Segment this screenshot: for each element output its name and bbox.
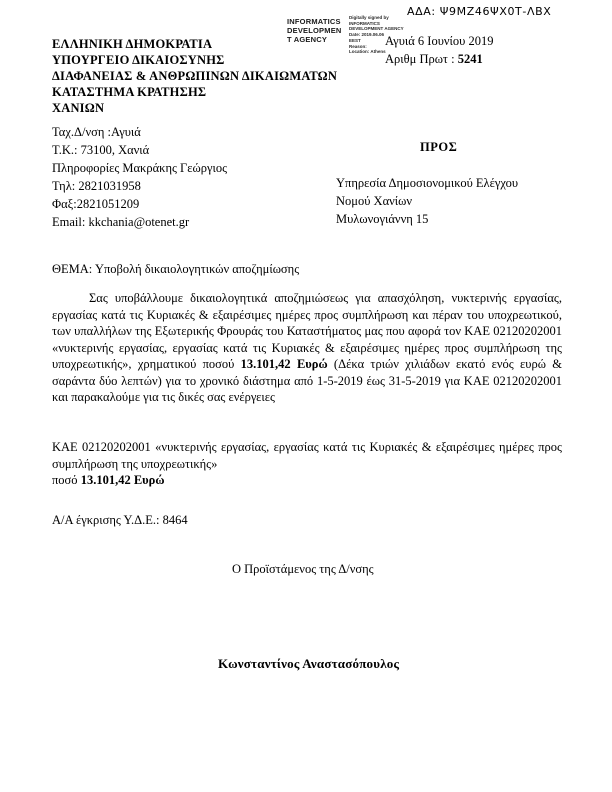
protocol-label: Αριθμ Πρωτ : (385, 52, 455, 66)
recipient-line: Μυλωνογιάννη 15 (336, 212, 429, 226)
org-line: ΧΑΝΙΩΝ (52, 101, 105, 115)
org-line: ΕΛΛΗΝΙΚΗ ΔΗΜΟΚΡΑΤΙΑ (52, 37, 213, 51)
stamp-agency-line: INFORMATICS (287, 17, 341, 26)
approval-number-line: Α/Α έγκρισης Υ.Δ.Ε.: 8464 (52, 513, 188, 527)
sender-header-block (52, 36, 337, 116)
contact-phone-line: Τηλ: 2821031958 (52, 179, 141, 193)
stamp-detail-line: EEST (349, 37, 361, 43)
ada-code: ΑΔΑ: Ψ9ΜΖ46ΨΧ0Τ-ΛΒΧ (407, 5, 552, 18)
date-line: Αγυιά 6 Ιουνίου 2019 (385, 34, 494, 48)
contact-email-line: Email: kkchania@otenet.gr (52, 215, 190, 229)
stamp-agency-line: T AGENCY (287, 35, 328, 44)
body-paragraph-kae: ΚΑΕ 02120202001 «νυκτερινής εργασίας, εργασίας κατά τις Κυριακές & εξαιρέσιμες ημέρες προς συμπλήρωση της υποχρεωτικής» ποσό 13.101,42 Ευρώ (52, 440, 562, 487)
signature-name: Κωνσταντίνος Αναστασόπουλος (218, 656, 400, 671)
contact-fax-line: Φαξ:2821051209 (52, 197, 140, 211)
subject-line: ΘΕΜΑ: Υποβολή δικαιολογητικών αποζημίωσης (52, 262, 300, 276)
recipient-line: Υπηρεσία Δημοσιονομικού Ελέγχου (336, 176, 519, 190)
to-label: ΠΡΟΣ (420, 140, 458, 154)
stamp-detail-line: Location: Athens (349, 49, 386, 55)
stamp-detail-line: INFORMATICS (349, 20, 380, 26)
sender-contact-block (52, 123, 227, 231)
stamp-detail-line: Digitally signed by (349, 15, 389, 20)
protocol-number: 5241 (457, 52, 483, 66)
org-line: ΔΙΑΦΑΝΕΙΑΣ & ΑΝΘΡΩΠΙΝΩΝ ΔΙΚΑΙΩΜΑΤΩΝ (52, 69, 338, 83)
body-paragraph-main: Σας υποβάλλουμε δικαιολογητικά αποζημιώσεως για απασχόληση, νυκτερινής εργασίας, εργασίας κατά τις Κυριακές & εξαιρέσιμες ημέρες προς συμπλήρωση και πέραν του υποχρεωτικού, των υπαλλήλων της Εξωτερικής Φρουράς του Καταστήματος μας που αφορά τον ΚΑΕ 02120202001 «νυκτερινής εργασίας, εργασίας κατά τις Κυριακές & εξαιρέσιμες ημέρες προς συμπλήρωση της υποχρεωτικής», χρηματικού ποσού 13.101,42 Ευρώ (Δέκα τριών χιλιάδων εκατό ενός ευρώ & σαράντα δύο λεπτών) για το χρονικό διάστημα από 1-5-2019 έως 31-5-2019 για ΚΑΕ 02120202001 και παρακαλούμε για τις δικές σας ενέργειες (52, 291, 562, 404)
stamp-detail-line: Date: 2019.06.06 (349, 32, 385, 38)
contact-info-line: Πληροφορίες Μακράκης Γεώργιος (52, 161, 228, 175)
recipient-block (336, 174, 518, 228)
protocol-line (385, 52, 483, 67)
contact-address-line: Ταχ.Δ/νση :Αγυιά (52, 125, 141, 139)
stamp-agency-line: DEVELOPMEN (287, 26, 342, 35)
stamp-detail-line: DEVELOPMENT AGENCY (349, 26, 404, 32)
org-line: ΥΠΟΥΡΓΕΙΟ ΔΙΚΑΙΟΣΥΝΗΣ (52, 53, 225, 67)
signature-title: Ο Προϊστάμενος της Δ/νσης (232, 562, 374, 576)
stamp-detail-line: Reason: (349, 43, 367, 49)
org-line: ΚΑΤΑΣΤΗΜΑ ΚΡΑΤΗΣΗΣ (52, 85, 207, 99)
contact-postcode-line: Τ.Κ.: 73100, Χανιά (52, 143, 150, 157)
recipient-line: Νομού Χανίων (336, 194, 413, 208)
